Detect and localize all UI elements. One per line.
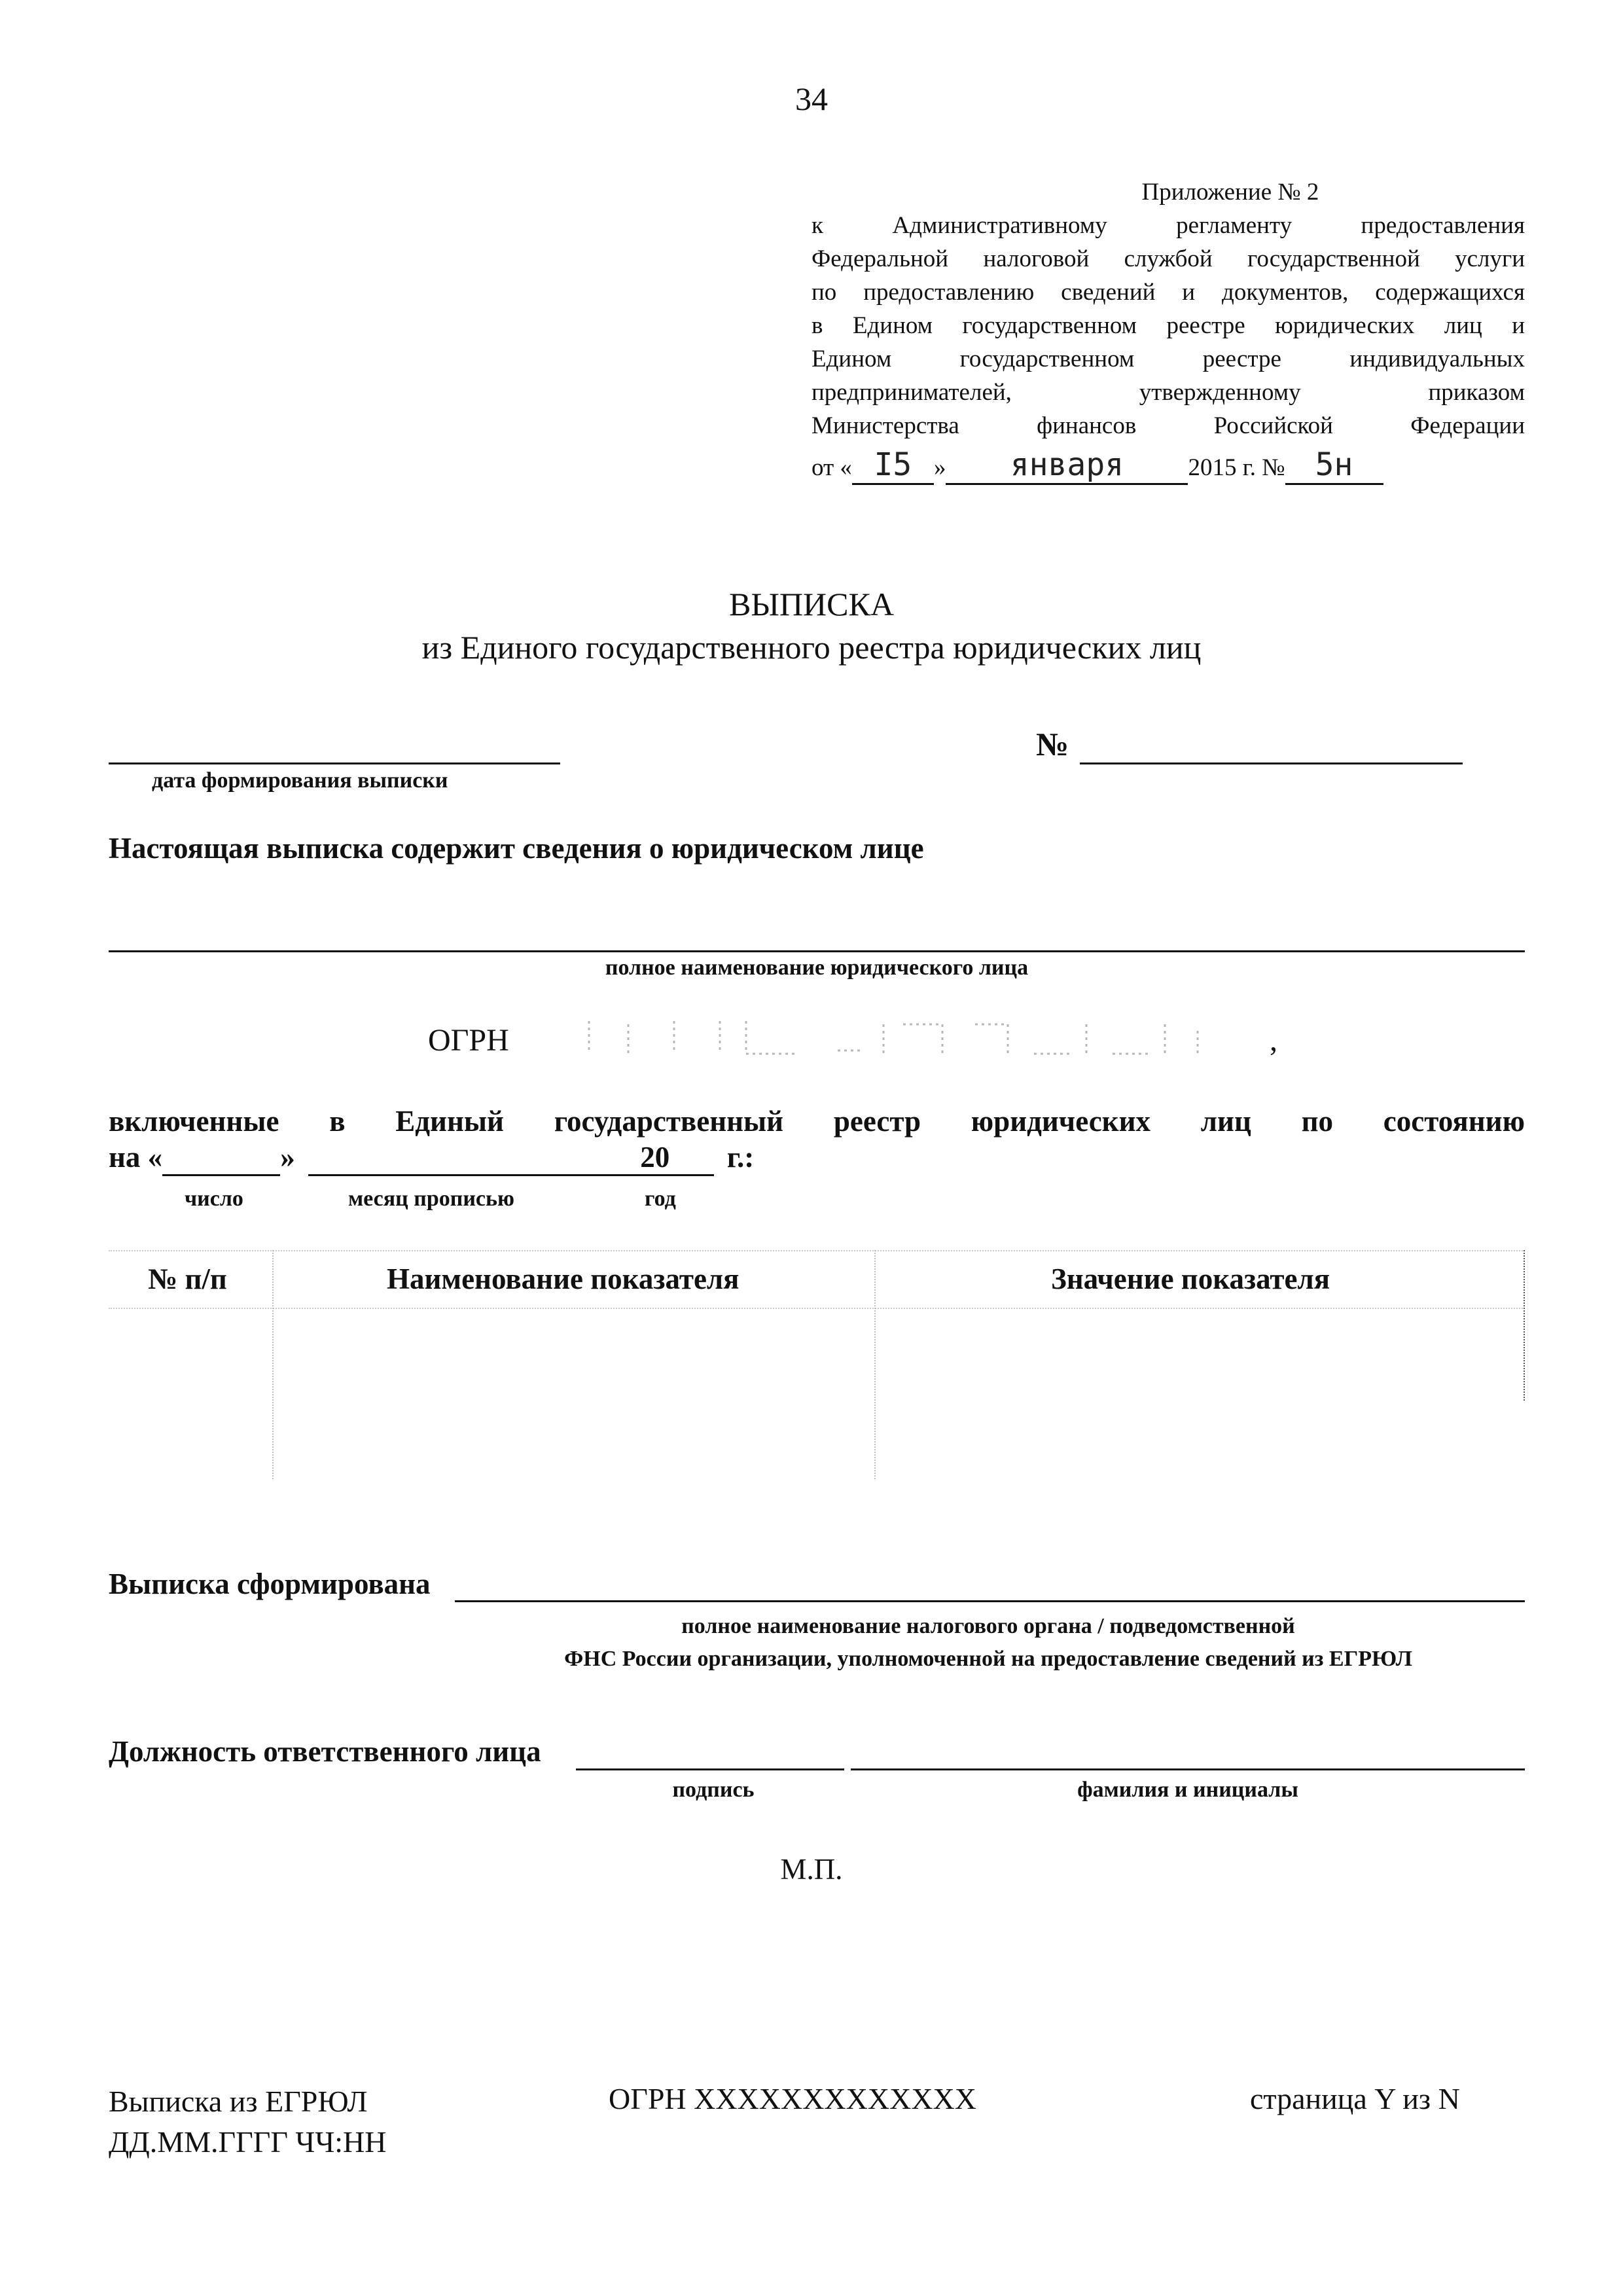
date-caption: дата формирования выписки — [152, 768, 448, 793]
ogrn-label: ОГРН — [428, 1023, 509, 1058]
as-of-date-line — [109, 1140, 754, 1176]
signature-caption: подпись — [672, 1778, 755, 1802]
order-year: 2015 г. № — [1188, 454, 1285, 481]
header-index: № п/п — [148, 1263, 227, 1295]
formed-caption-line1: полное наименование налогового органа / подведомственной — [681, 1614, 1295, 1638]
ogrn-faint-digits — [576, 1018, 1257, 1057]
order-reference — [812, 446, 1383, 485]
as-of-prefix: на « — [109, 1141, 163, 1174]
number-line — [1080, 762, 1463, 764]
footer-left-line2: ДД.ММ.ГГГГ ЧЧ:НН — [109, 2125, 387, 2159]
included-line: включенные в Единый государственный реестр юридических лиц по состоянию — [109, 1105, 1525, 1138]
table-header-divider — [109, 1308, 1525, 1309]
as-of-century: 20 — [596, 1140, 714, 1176]
appendix-line: предпринимателей, утвержденному приказом — [812, 379, 1525, 406]
name-initials-caption: фамилия и инициалы — [1077, 1778, 1298, 1802]
date-line — [109, 762, 560, 764]
formed-caption-line2: ФНС России организации, уполномоченной на предоставление сведений из ЕГРЮЛ — [564, 1647, 1412, 1671]
table-border-right — [1524, 1250, 1525, 1401]
caption-day: число — [185, 1187, 243, 1211]
appendix-line: Едином государственном реестре индивидуальных — [812, 346, 1525, 372]
as-of-suffix: г.: — [726, 1141, 755, 1174]
data-table — [109, 1230, 1525, 1479]
footer-left — [109, 2081, 386, 2162]
name-line — [109, 950, 1525, 952]
title-sub: из Единого государственного реестра юридических лиц — [421, 629, 1202, 666]
as-of-quote-close: » — [280, 1141, 295, 1174]
as-of-month — [308, 1140, 596, 1176]
statement-text: Настоящая выписка содержит сведения о юридическом лице — [109, 832, 924, 865]
footer-left-line1: Выписка из ЕГРЮЛ — [109, 2085, 368, 2118]
order-number: 5н — [1285, 446, 1383, 485]
appendix-line: в Едином государственном реестре юридических лиц и — [812, 312, 1525, 339]
footer-page-counter: страница Y из N — [1250, 2082, 1460, 2115]
appendix-block — [812, 175, 1525, 442]
appendix-title: Приложение № 2 — [1141, 179, 1319, 206]
header-indicator-value: Значение показателя — [1051, 1263, 1330, 1295]
order-quote-close: » — [933, 454, 946, 481]
document-title — [0, 583, 1623, 669]
header-indicator-name: Наименование показателя — [387, 1263, 740, 1295]
appendix-line: по предоставлению сведений и документов, содержащихся — [812, 279, 1525, 306]
formed-line — [455, 1600, 1525, 1602]
footer-ogrn: ОГРН XXXXXXXXXXXXX — [609, 2082, 976, 2115]
caption-month: месяц прописью — [348, 1187, 514, 1211]
number-label: № — [1036, 726, 1069, 762]
appendix-line: Федеральной налоговой службой государственной услуги — [812, 245, 1525, 272]
signature-line — [576, 1768, 844, 1770]
caption-year: год — [645, 1187, 676, 1211]
name-caption: полное наименование юридического лица — [605, 956, 1029, 980]
formed-caption — [452, 1610, 1525, 1676]
ogrn-comma: , — [1270, 1023, 1277, 1058]
order-prefix: от « — [812, 454, 852, 481]
appendix-line: Министерства финансов Российской Федерации — [812, 412, 1525, 439]
as-of-day — [162, 1140, 280, 1176]
table-border-top — [109, 1250, 1525, 1251]
formed-label: Выписка сформирована — [109, 1568, 431, 1600]
name-initials-line — [851, 1768, 1525, 1770]
order-day: I5 — [852, 446, 934, 485]
title-main: ВЫПИСКА — [729, 586, 894, 622]
appendix-line: к Административному регламенту предоставления — [812, 212, 1525, 239]
table-column-divider — [272, 1250, 274, 1479]
responsible-label: Должность ответственного лица — [109, 1735, 541, 1768]
page-number: 34 — [795, 81, 828, 117]
stamp-place: М.П. — [780, 1853, 843, 1886]
order-month: января — [946, 446, 1188, 485]
table-column-divider — [874, 1250, 876, 1479]
